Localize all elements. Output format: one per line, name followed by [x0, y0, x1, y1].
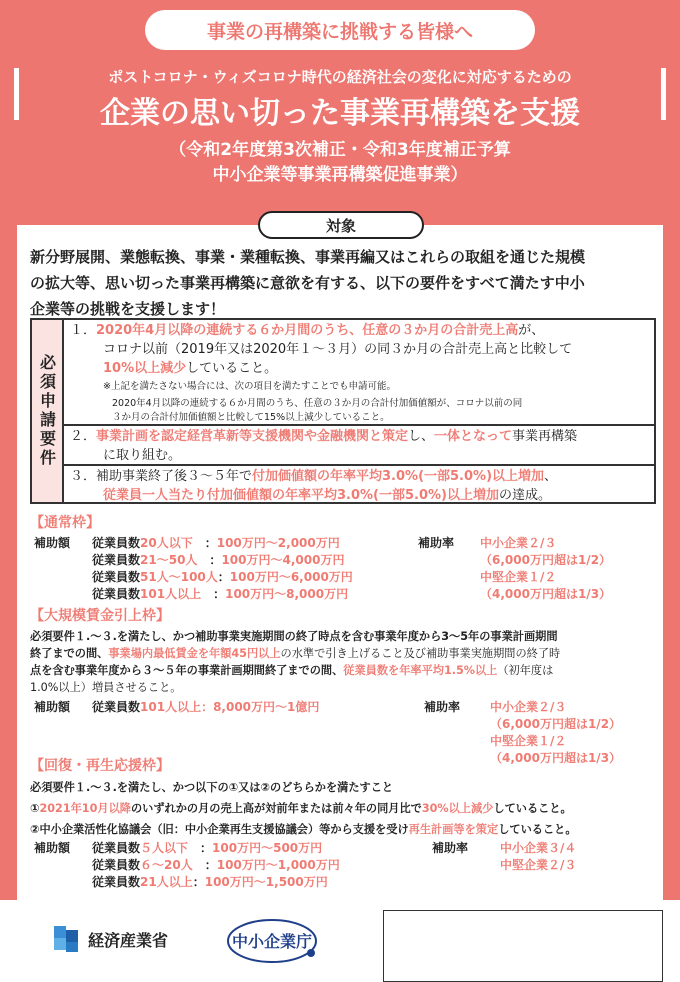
intro-line-1: 新分野展開、業態転換、事業・業種転換、事業再編又はこれらの取組を通じた規模 — [30, 248, 586, 266]
recovery-rate-label: 補助率 — [432, 841, 469, 855]
wage-rates — [490, 699, 650, 767]
row-range: 21人以上 — [140, 875, 193, 889]
row-range: 20人以下 — [140, 536, 193, 550]
normal-title: 【通常枠】 — [30, 515, 100, 531]
row-prefix: 従業員数 — [92, 570, 141, 584]
req2-together: 一体となって — [434, 429, 513, 444]
req3-text: 補助事業終了後３～５年で — [96, 469, 253, 484]
wage-text: 点を含む事業年度から３～５年の事業計画期間終了までの間、 — [30, 664, 344, 677]
row-sep: ： — [197, 553, 222, 567]
normal-amount-table — [92, 535, 392, 603]
row-range: ６～20人 — [140, 858, 193, 872]
recovery-text: していること。 — [498, 823, 577, 836]
wage-text: 終了までの間、 — [30, 647, 109, 660]
row-prefix: 従業員数 — [92, 858, 141, 872]
row-prefix: 従業員数 — [92, 553, 141, 567]
req3-highlight-2: 従業員一人当たり付加価値額の年率平均3.0%(一部5.0%)以上増加 — [103, 488, 499, 503]
req-number: ３． — [70, 469, 97, 484]
wage-text: の水準で引き上げること及び補助事業実施期間の終了時 — [280, 647, 561, 660]
recovery-highlight: 再生計画等を策定 — [408, 823, 499, 836]
chusho-logo-icon — [225, 917, 319, 965]
rate-line: （6,000万円超は1/2） — [490, 717, 622, 731]
wage-amount — [92, 699, 392, 716]
rate-line: 中堅企業１/２ — [480, 570, 557, 584]
wage-title: 【大規模賃金引上枠】 — [30, 608, 170, 624]
req2-line-2: に取り組む。 — [103, 448, 182, 463]
row-sep: ： — [188, 841, 213, 855]
requirements-label: 必須申請要件 — [32, 320, 64, 502]
wage-body — [30, 628, 660, 696]
wage-amount-label: 補助額 — [34, 700, 71, 714]
row-range: 101人以上： — [140, 700, 214, 714]
row-sep: ： — [192, 536, 217, 550]
normal-row — [92, 535, 392, 552]
req1-note-3: ３か月の合計付加価値額と比較して15%以上減少していること。 — [112, 412, 390, 423]
panel-frame-right — [663, 212, 680, 900]
req1-line-2: コロナ以前（2019年又は2020年１～３月）の同３か月の合計売上高と比較して — [103, 342, 573, 357]
row-amount: 100万円～6,000万円 — [229, 570, 353, 584]
requirement-2 — [64, 426, 654, 466]
row-amount: 100万円～4,000万円 — [221, 553, 345, 567]
rate-line: 中堅企業２/３ — [500, 858, 577, 872]
normal-amount-label: 補助額 — [34, 536, 71, 550]
meti-logo-icon — [50, 922, 82, 954]
audience-pill: 事業の再構築に挑戦する皆様へ — [145, 10, 535, 50]
req2-text-2: 事業再構築 — [512, 429, 578, 444]
requirements-table — [30, 318, 656, 504]
header-subtitle: ポストコロナ・ウィズコロナ時代の経済社会の変化に対応するための — [108, 68, 572, 86]
target-intro — [30, 244, 652, 322]
row-sep: ： — [192, 875, 205, 889]
req1-note-1: ※上記を満たさない場合には、次の項目を満たすことでも申請可能。 — [103, 381, 396, 392]
req2-text: し、 — [408, 429, 435, 444]
req3-comma: 、 — [544, 469, 558, 484]
wage-highlight: 従業員数を年率平均1.5%以上 — [343, 664, 498, 677]
wage-highlight: 事業場内最低賃金を年額45円以上 — [108, 647, 281, 660]
row-amount: 100万円～500万円 — [212, 841, 323, 855]
recovery-rates — [500, 840, 640, 874]
recovery-body — [30, 777, 660, 840]
req1-note-2: 2020年4月以降の連続する６か月間のうち、任意の３か月の合計付加価値額が、コロナ以前の同 — [112, 398, 523, 409]
recovery-title: 【回復・再生応援枠】 — [30, 758, 170, 774]
recovery-row — [92, 857, 392, 874]
wage-text: （初年度は — [497, 664, 554, 677]
req-number: １． — [70, 323, 97, 338]
normal-row — [92, 586, 392, 603]
row-prefix: 従業員数 — [92, 875, 141, 889]
row-range: 21～50人 — [140, 553, 198, 567]
req1-tail: していること。 — [186, 361, 278, 376]
rate-line: 中堅企業１/２ — [490, 734, 567, 748]
budget-line-1: （令和2年度第3次補正・令和3年度補正予算 — [169, 140, 511, 160]
normal-row — [92, 552, 392, 569]
recovery-text: していること。 — [493, 802, 572, 815]
req3-highlight-1: 付加価値額の年率平均3.0%(一部5.0%)以上増加 — [252, 469, 545, 484]
row-range: 101人以上 — [140, 587, 202, 601]
intro-line-2: の拡大等、思い切った事業再構築に意欲を有する、以下の要件をすべて満たす中小 — [30, 274, 585, 292]
recovery-text: ① — [30, 802, 40, 815]
requirement-1 — [64, 320, 654, 426]
rate-line: 中小企業３/４ — [500, 841, 577, 855]
recovery-highlight: 30%以上減少 — [421, 802, 494, 815]
rate-line: 中小企業２/３ — [490, 700, 567, 714]
row-sep: ： — [217, 570, 230, 584]
wage-line-1: 必須要件１.～３.を満たし、かつ補助事業実施期間の終了時点を含む事業年度から3～5年の事業計画期間 — [30, 630, 558, 643]
wage-rate-label: 補助率 — [424, 700, 461, 714]
row-amount: 100万円～2,000万円 — [216, 536, 340, 550]
recovery-row — [92, 874, 392, 891]
chusho-name: 中小企業庁 — [231, 932, 313, 951]
row-prefix: 従業員数 — [92, 841, 141, 855]
normal-row — [92, 569, 392, 586]
recovery-text: のいずれかの月の売上高が対前年または前々年の同月比で — [130, 802, 422, 815]
budget-caption — [0, 138, 680, 188]
req1-highlight: 2020年4月以降の連続する６か月間のうち、任意の３か月の合計売上高 — [96, 323, 519, 338]
row-range: 51人～100人 — [140, 570, 218, 584]
rate-line: （4,000万円超は1/3） — [480, 587, 612, 601]
rate-line: （6,000万円超は1/2） — [480, 553, 612, 567]
req-number: ２． — [70, 429, 97, 444]
intro-line-3: 企業等の挑戦を支援します！ — [30, 300, 226, 318]
recovery-text: ②中小企業活性化協議会（旧：中小企業再生支援協議会）等から支援を受け — [30, 823, 409, 836]
row-prefix: 従業員数 — [92, 700, 141, 714]
row-amount: 100万円～8,000万円 — [225, 587, 349, 601]
normal-rates — [480, 535, 640, 603]
row-amount: 100万円～1,000万円 — [216, 858, 340, 872]
req1-text: が、 — [518, 323, 545, 338]
recovery-highlight: 2021年10月以降 — [39, 802, 131, 815]
recovery-amount-table — [92, 840, 392, 891]
recovery-line-1: 必須要件１.～３.を満たし、かつ以下の①又は②のどちらかを満たすこと — [30, 781, 394, 794]
recovery-amount-label: 補助額 — [34, 841, 71, 855]
target-label: 対象 — [258, 211, 424, 239]
normal-rate-label: 補助率 — [418, 536, 455, 550]
panel-frame-left — [0, 212, 17, 900]
page-title: 企業の思い切った事業再構築を支援 — [100, 96, 580, 131]
row-amount: 8,000万円～1億円 — [213, 700, 320, 714]
row-sep: ： — [201, 587, 226, 601]
row-prefix: 従業員数 — [92, 536, 141, 550]
recovery-row — [92, 840, 392, 857]
req3-tail: の達成。 — [499, 488, 552, 503]
budget-line-2: 中小企業等事業再構築促進事業） — [212, 165, 468, 185]
row-amount: 100万円～1,500万円 — [204, 875, 328, 889]
wage-line-4: 1.0%以上）増員させること。 — [30, 681, 182, 694]
row-range: ５人以下 — [140, 841, 189, 855]
rate-line: （4,000万円超は1/3） — [490, 751, 622, 765]
req1-decrease: 10%以上減少 — [103, 361, 187, 376]
contact-box — [383, 910, 663, 982]
meti-name: 経済産業省 — [88, 931, 169, 950]
rate-line: 中小企業２/３ — [480, 536, 557, 550]
row-prefix: 従業員数 — [92, 587, 141, 601]
req2-highlight: 事業計画を認定経営革新等支援機関や金融機関と策定 — [96, 429, 409, 444]
row-sep: ： — [192, 858, 217, 872]
requirement-3 — [64, 466, 654, 502]
